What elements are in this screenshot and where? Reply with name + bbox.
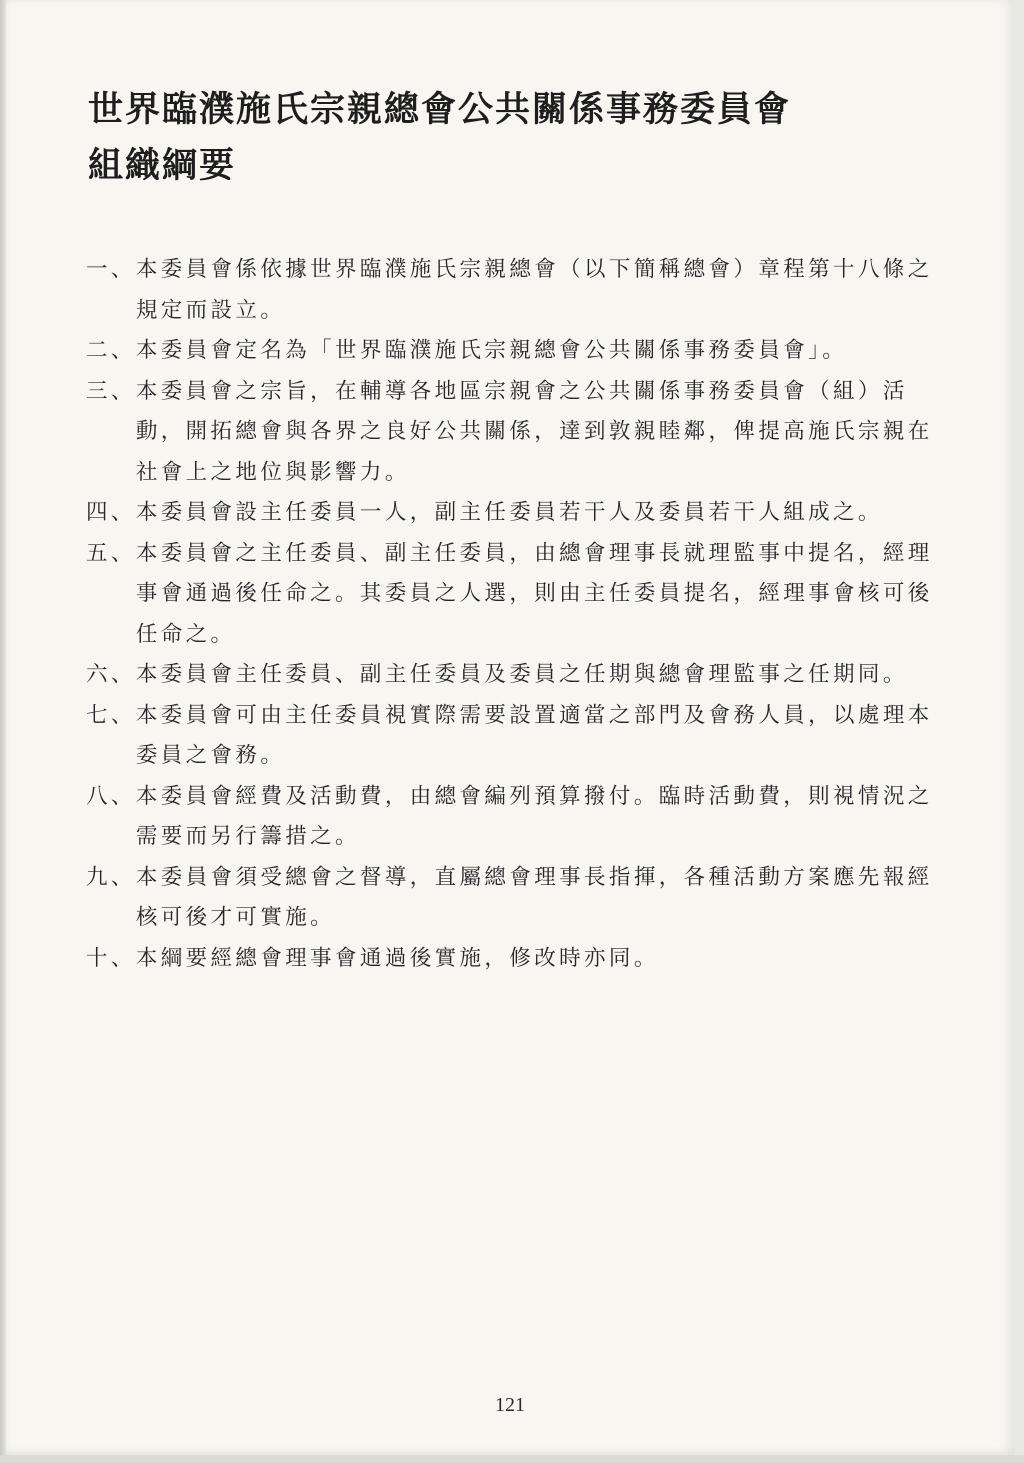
- article-number: 七、: [86, 702, 136, 728]
- article-text: 本委員會主任委員、副主任委員及委員之任期與總會理監事之任期同。: [135, 662, 908, 687]
- title-line-1: 世界臨濮施氏宗親總會公共關係事務委員會: [88, 90, 792, 130]
- article-text: 本委員會須受總會之督導，直屬總會理事長指揮，各種活動方案應先報經核可後才可實施。: [135, 864, 933, 930]
- title-line-2: 組織綱要: [88, 146, 237, 186]
- article-number: 六、: [86, 662, 136, 687]
- page-bottom-shadow: [0, 1455, 1024, 1463]
- article-number: 五、: [86, 540, 136, 566]
- article-text: 本委員會之宗旨，在輔導各地區宗親會之公共關係事務委員會（組）活動，開拓總會與各界之良好公共關係，達到敦親睦鄰，俾提高施氏宗親在社會上之地位與影響力。: [135, 378, 933, 485]
- article-5: [86, 534, 956, 656]
- article-6: [86, 655, 956, 696]
- article-4: [86, 493, 956, 534]
- article-8: [86, 777, 956, 858]
- article-text: 本委員會經費及活動費，由總會編列預算撥付。臨時活動費，則視情況之需要而另行籌措之。: [135, 783, 933, 849]
- article-number: 八、: [86, 783, 136, 809]
- article-number: 四、: [86, 500, 136, 525]
- article-10: [86, 939, 956, 980]
- article-text: 本委員會係依據世界臨濮施氏宗親總會（以下簡稱總會）章程第十八條之規定而設立。: [135, 257, 933, 323]
- article-2: [86, 331, 956, 372]
- article-7: [86, 696, 956, 777]
- article-list: [86, 250, 956, 979]
- article-text: 本委員會設主任委員一人，副主任委員若干人及委員若干人組成之。: [135, 500, 883, 525]
- article-number: 一、: [86, 257, 136, 282]
- article-text: 本綱要經總會理事會通過後實施，修改時亦同。: [135, 945, 659, 971]
- page-number: 121: [495, 1394, 525, 1416]
- article-text: 本委員會定名為「世界臨濮施氏宗親總會公共關係事務委員會」。: [135, 338, 848, 363]
- article-text: 本委員會可由主任委員視實際需要設置適當之部門及會務人員，以處理本委員之會務。: [135, 702, 933, 768]
- article-number: 十、: [86, 945, 136, 971]
- article-3: [86, 372, 956, 494]
- article-9: [86, 858, 956, 939]
- article-number: 九、: [86, 864, 136, 890]
- document-page: [6, 0, 1014, 1455]
- article-1: [86, 250, 956, 331]
- article-text: 本委員會之主任委員、副主任委員，由總會理事長就理監事中提名，經理事會通過後任命之。其委員之人選，則由主任委員提名，經理事會核可後任命之。: [135, 540, 933, 647]
- article-number: 二、: [86, 338, 136, 363]
- article-number: 三、: [86, 378, 136, 404]
- document-title: [88, 82, 968, 194]
